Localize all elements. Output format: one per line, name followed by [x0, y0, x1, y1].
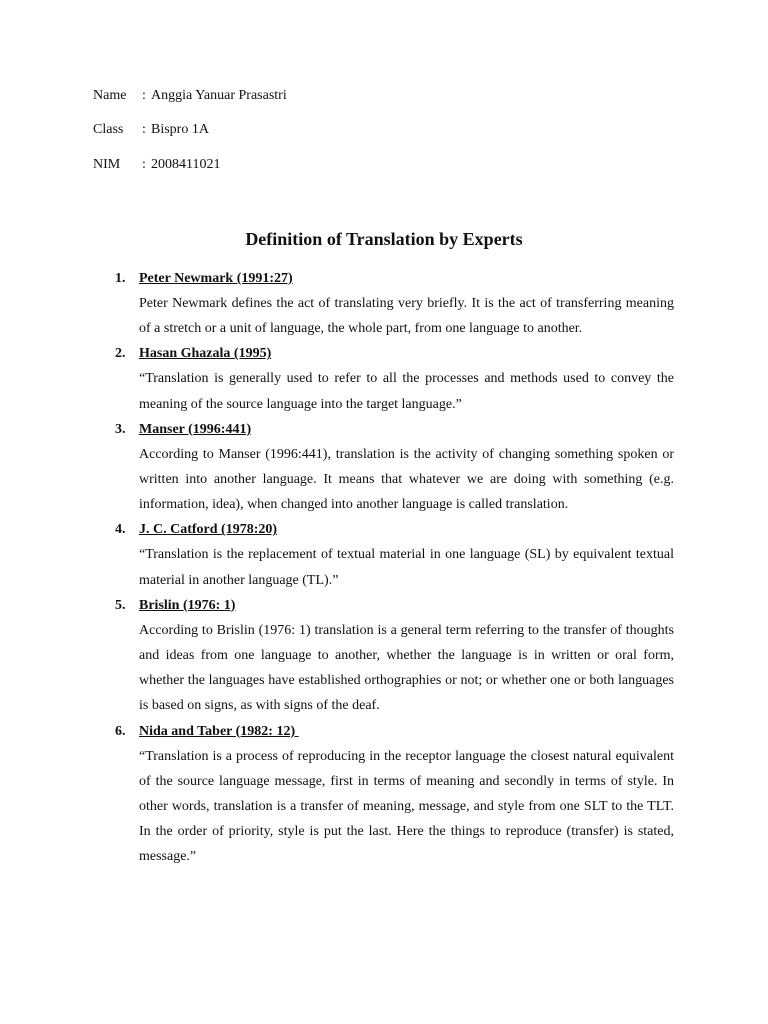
name-value: Anggia Yanuar Prasastri [151, 88, 287, 103]
list-item [0, 593, 768, 719]
name-row [93, 88, 287, 104]
list-item [0, 417, 768, 518]
nim-separator: : [142, 157, 146, 172]
class-separator: : [142, 122, 146, 137]
nim-label: NIM [93, 157, 121, 172]
item-body: “Translation is the replacement of textual material in one language (SL) by equivalent textual material in another language (TL).” [139, 547, 674, 588]
class-label: Class [93, 122, 124, 137]
item-heading: J. C. Catford (1978:20) [139, 522, 278, 538]
item-number: 3. [115, 421, 126, 437]
item-heading: Hasan Ghazala (1995) [139, 346, 272, 362]
item-body: “Translation is generally used to refer to all the processes and methods used to convey the meaning of the source language into the target language.” [139, 371, 674, 412]
document-title: Definition of Translation by Experts [245, 229, 523, 249]
item-number: 4. [115, 522, 126, 538]
item-heading: Peter Newmark (1991:27) [139, 271, 293, 286]
name-label: Name [93, 88, 127, 103]
class-value: Bispro 1A [151, 122, 209, 137]
definitions-list [0, 266, 768, 870]
item-heading: Nida and Taber (1982: 12) [139, 723, 299, 739]
item-number: 1. [115, 271, 126, 286]
item-heading: Manser (1996:441) [139, 421, 252, 437]
item-body: According to Manser (1996:441), translation is the activity of changing something spoken or written into another language. It means that whatever we are doing with something (e.g. information, idea), when changed into another language is called translation. [139, 446, 674, 513]
item-number: 2. [115, 346, 126, 362]
list-item [0, 341, 768, 416]
nim-value: 2008411021 [151, 157, 221, 172]
class-row [93, 122, 209, 138]
item-body: Peter Newmark defines the act of translating very briefly. It is the act of transferring meaning of a stretch or a unit of language, the whole part, from one language to another. [139, 296, 674, 337]
list-item [0, 517, 768, 592]
nim-row [93, 157, 220, 173]
item-body: “Translation is a process of reproducing in the receptor language the closest natural equivalent of the source language message, first in terms of meaning and secondly in terms of style. In other words, translation is a transfer of meaning, message, and style from one SLT to the TLT. In the order of priority, style is put the last. Here the things to reproduce (transfer) is stated, message.” [139, 748, 674, 865]
name-separator: : [142, 88, 146, 103]
list-item [0, 266, 768, 341]
item-number: 5. [115, 597, 126, 613]
list-item [0, 719, 768, 870]
item-heading: Brislin (1976: 1) [139, 597, 236, 613]
item-body: According to Brislin (1976: 1) translation is a general term referring to the transfer of thoughts and ideas from one language to another, whether the language is in written or oral form, whether the languages have established orthographies or not; or whether one or both languages is based on signs, as with signs of the deaf. [139, 622, 674, 714]
item-number: 6. [115, 723, 126, 739]
